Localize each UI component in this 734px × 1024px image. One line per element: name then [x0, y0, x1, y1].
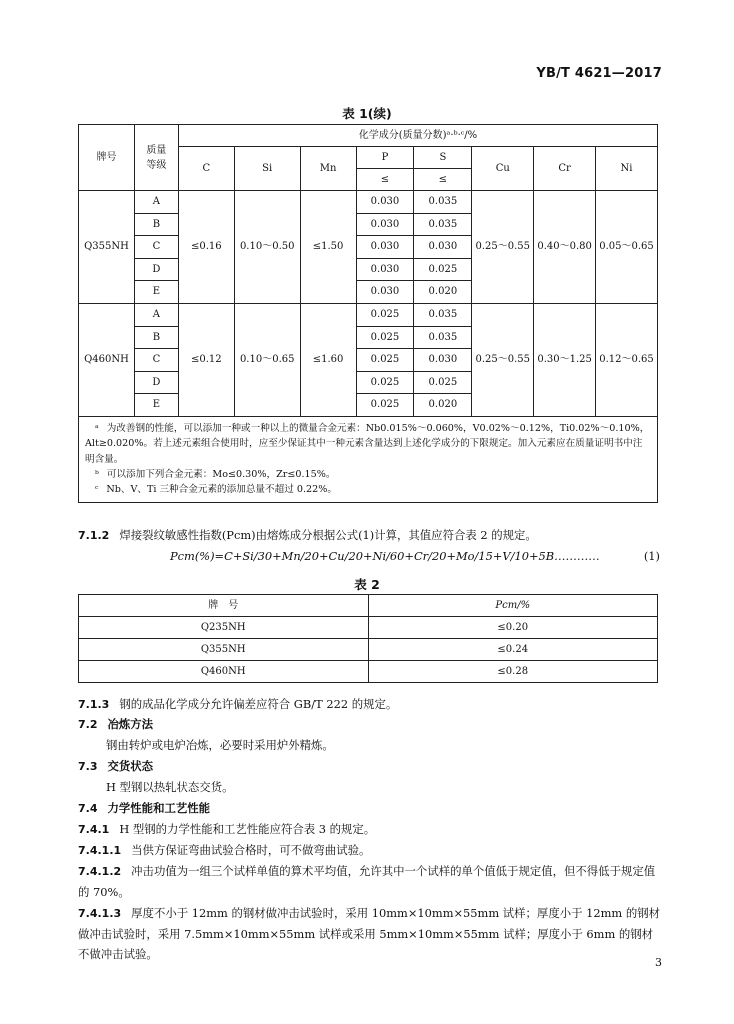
- header-cr: Cr: [534, 147, 596, 191]
- footnotes-cell: [79, 416, 658, 502]
- quality-cell: B: [134, 326, 178, 349]
- s-cell: 0.035: [414, 303, 472, 326]
- s-cell: 0.025: [414, 371, 472, 394]
- cr-cell: 0.30～1.25: [534, 303, 596, 416]
- header-ni: Ni: [596, 147, 658, 191]
- clause-7-4-heading: [78, 798, 660, 819]
- mn-cell: ≤1.50: [300, 191, 356, 304]
- clause-7-4-1-2: [78, 861, 660, 902]
- quality-cell: E: [134, 281, 178, 304]
- mn-cell: ≤1.60: [300, 303, 356, 416]
- p-cell: 0.030: [356, 236, 414, 259]
- clause-7-1-3: [78, 694, 660, 715]
- quality-cell: B: [134, 213, 178, 236]
- header-si: Si: [234, 147, 300, 191]
- grade-cell: Q460NH: [79, 661, 369, 683]
- pcm-cell: ≤0.24: [368, 639, 658, 661]
- s-cell: 0.020: [414, 281, 472, 304]
- quality-cell: C: [134, 236, 178, 259]
- table-1-caption: 表 1(续): [342, 106, 392, 121]
- cu-cell: 0.25～0.55: [472, 303, 534, 416]
- header-s: S: [414, 147, 472, 169]
- clause-7-3-heading: [78, 756, 660, 777]
- standard-code: YB/T 4621—2017: [536, 66, 662, 81]
- s-cell: 0.020: [414, 394, 472, 417]
- pcm-formula: [170, 546, 660, 566]
- p-cell: 0.030: [356, 191, 414, 214]
- pcm-cell: ≤0.28: [368, 661, 658, 683]
- grade-cell: Q355NH: [79, 639, 369, 661]
- s-cell: 0.035: [414, 213, 472, 236]
- header-p-le: ≤: [356, 169, 414, 191]
- clause-text: H 型钢的力学性能和工艺性能应符合表 3 的规定。: [119, 822, 376, 836]
- p-cell: 0.025: [356, 303, 414, 326]
- clause-7-1-2: [78, 525, 660, 546]
- footnote-c: [85, 482, 651, 497]
- clause-7-4-1-1: [78, 840, 660, 861]
- si-cell: 0.10～0.50: [234, 191, 300, 304]
- table-row: [79, 191, 658, 214]
- p-cell: 0.025: [356, 349, 414, 372]
- clause-text: 厚度不小于 12mm 的钢材做冲击试验时，采用 10mm×10mm×55mm 试样；厚度小于 12mm 的钢材做冲击试验时，采用 7.5mm×10mm×55mm 试样或采用 5mm×10mm×55mm 试样；厚度小于 6mm 的钢材不做冲击试验。: [78, 906, 660, 961]
- quality-cell: C: [134, 349, 178, 372]
- s-cell: 0.030: [414, 349, 472, 372]
- header-s-le: ≤: [414, 169, 472, 191]
- grade-cell: Q235NH: [79, 617, 369, 639]
- clause-number: 7.4: [78, 802, 98, 815]
- grade-cell: Q460NH: [79, 303, 135, 416]
- header-mn: Mn: [300, 147, 356, 191]
- clause-7-4-1-3: [78, 903, 660, 964]
- header-c: C: [178, 147, 234, 191]
- footnote-a: [85, 421, 651, 467]
- ni-cell: 0.12～0.65: [596, 303, 658, 416]
- footnote-c-mark: ᶜ: [95, 484, 99, 496]
- clause-title: 力学性能和工艺性能: [107, 801, 211, 815]
- p-cell: 0.030: [356, 281, 414, 304]
- p-cell: 0.025: [356, 326, 414, 349]
- clause-number: 7.4.1.2: [78, 865, 122, 878]
- footnote-b-mark: ᵇ: [95, 468, 99, 480]
- footnote-b-text: 可以添加下列合金元素：Mo≤0.30%，Zr≤0.15%。: [106, 468, 336, 480]
- cu-cell: 0.25～0.55: [472, 191, 534, 304]
- clause-text: 冲击功值为一组三个试样单值的算术平均值，允许其中一个试样的单个值低于规定值，但不得低于规定值的 70%。: [78, 864, 656, 899]
- header-quality-text: 质量等级: [146, 144, 167, 171]
- footnote-a-mark: ᵃ: [95, 422, 99, 434]
- quality-cell: E: [134, 394, 178, 417]
- header-cu: Cu: [472, 147, 534, 191]
- table-2-caption: 表 2: [354, 577, 380, 592]
- s-cell: 0.030: [414, 236, 472, 259]
- p-cell: 0.025: [356, 371, 414, 394]
- pcm-cell: ≤0.20: [368, 617, 658, 639]
- s-cell: 0.035: [414, 191, 472, 214]
- chemical-composition-table: [78, 124, 658, 503]
- header-grade: 牌 号: [79, 595, 369, 617]
- clause-title: 冶炼方法: [107, 717, 154, 731]
- table-row: [79, 661, 658, 683]
- footnote-a-text: 为改善钢的性能，可以添加一种或一种以上的微量合金元素：Nb0.015%～0.060%，V0.02%～0.12%，Ti0.02%～0.10%，Alt≥0.020%。若上述元素组合使用时，应至少保证其中一种元素含量达到上述化学成分的下限规定。加入元素应在质量证明书中注明含量。: [85, 422, 650, 465]
- clause-7-2-heading: [78, 714, 660, 735]
- header-quality-grade: [134, 125, 178, 191]
- pcm-table: [78, 594, 658, 683]
- clause-number: 7.4.1.3: [78, 907, 122, 920]
- clause-text: 钢的成品化学成分允许偏差应符合 GB/T 222 的规定。: [119, 697, 398, 711]
- clause-number: 7.1.2: [78, 529, 110, 542]
- clause-text: 焊接裂纹敏感性指数(Pcm)由熔炼成分根据公式(1)计算，其值应符合表 2 的规定。: [119, 528, 537, 542]
- header-grade: 牌号: [79, 125, 135, 191]
- page-number: 3: [655, 956, 662, 969]
- footnotes-row: [79, 416, 658, 502]
- clause-title: 交货状态: [107, 759, 154, 773]
- si-cell: 0.10～0.65: [234, 303, 300, 416]
- clause-7-3-body: H 型钢以热轧状态交货。: [106, 780, 234, 794]
- quality-cell: A: [134, 191, 178, 214]
- clause-7-2-body: 钢由转炉或电炉冶炼，必要时采用炉外精炼。: [106, 738, 334, 752]
- equation-number: (1): [643, 549, 660, 563]
- formula-text: Pcm(%)=C+Si/30+Mn/20+Cu/20+Ni/60+Cr/20+Mo/15+V/10+5B…………: [170, 549, 600, 563]
- quality-cell: D: [134, 371, 178, 394]
- p-cell: 0.030: [356, 213, 414, 236]
- clause-7-4-1: [78, 819, 660, 840]
- quality-cell: D: [134, 258, 178, 281]
- footnote-c-text: Nb、V、Ti 三种合金元素的添加总量不超过 0.22%。: [106, 484, 337, 496]
- clause-number: 7.2: [78, 718, 98, 731]
- footnote-b: [85, 467, 651, 482]
- grade-cell: Q355NH: [79, 191, 135, 304]
- clause-number: 7.1.3: [78, 698, 110, 711]
- quality-cell: A: [134, 303, 178, 326]
- header-chemical-composition: 化学成分(质量分数)ᵃ·ᵇ·ᶜ/%: [178, 125, 657, 147]
- p-cell: 0.030: [356, 258, 414, 281]
- table-row: [79, 303, 658, 326]
- cr-cell: 0.40～0.80: [534, 191, 596, 304]
- s-cell: 0.035: [414, 326, 472, 349]
- clause-number: 7.4.1: [78, 823, 110, 836]
- ni-cell: 0.05～0.65: [596, 191, 658, 304]
- clause-number: 7.3: [78, 760, 98, 773]
- header-p: P: [356, 147, 414, 169]
- table-row: [79, 617, 658, 639]
- c-cell: ≤0.12: [178, 303, 234, 416]
- clause-number: 7.4.1.1: [78, 844, 122, 857]
- c-cell: ≤0.16: [178, 191, 234, 304]
- table-row: [79, 639, 658, 661]
- s-cell: 0.025: [414, 258, 472, 281]
- clause-text: 当供方保证弯曲试验合格时，可不做弯曲试验。: [131, 843, 371, 857]
- p-cell: 0.025: [356, 394, 414, 417]
- header-pcm: Pcm/%: [368, 595, 658, 617]
